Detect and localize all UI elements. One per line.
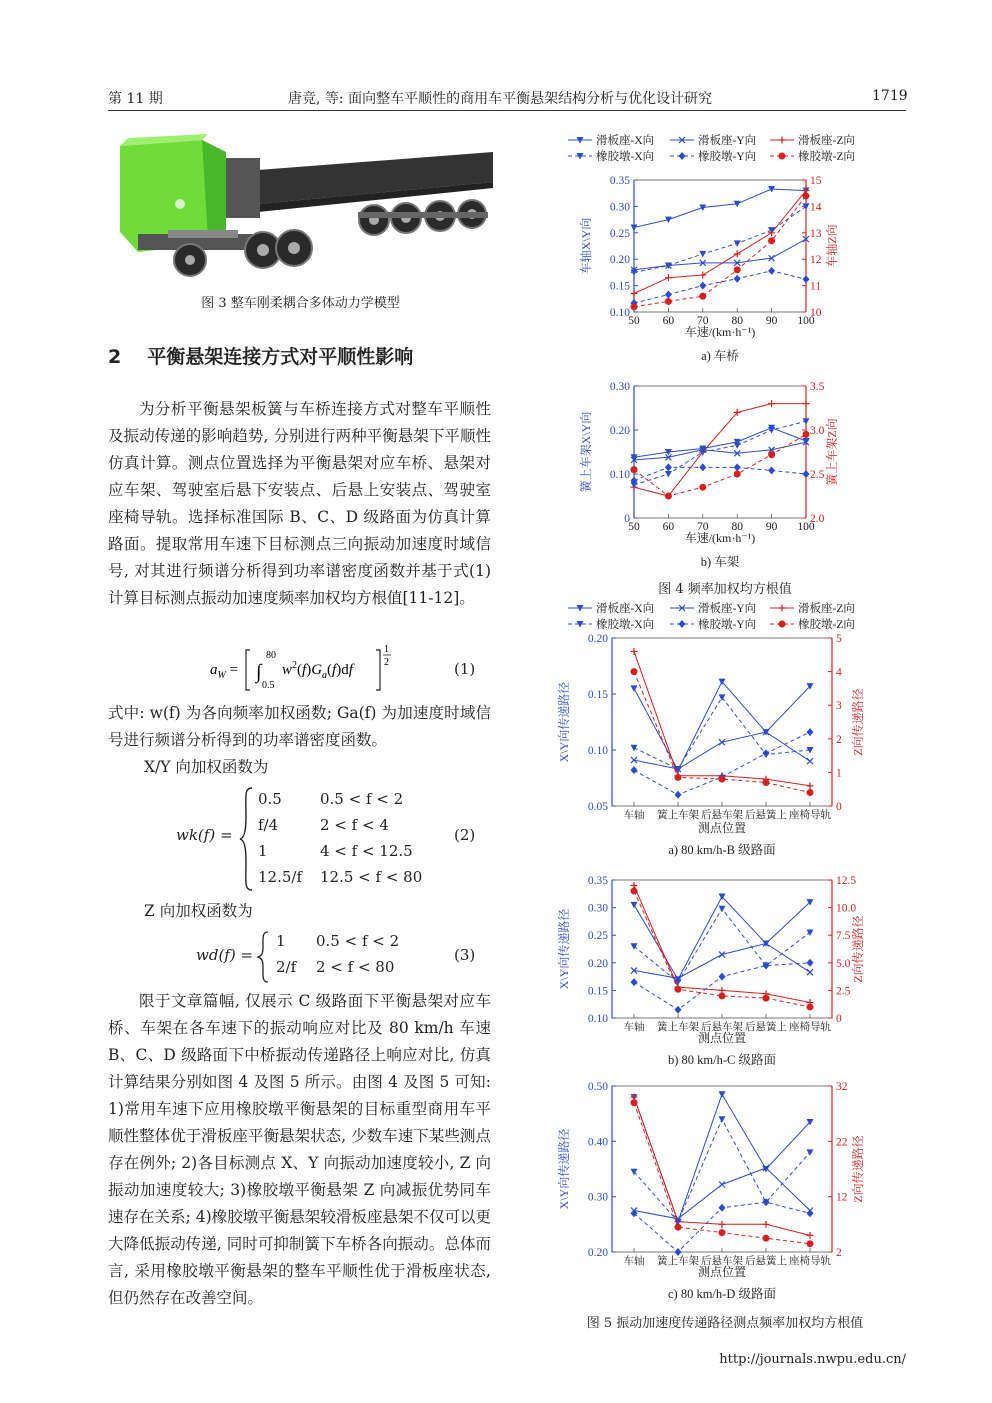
eq3rows-range-0: 0.5 < f < 2 — [316, 932, 400, 950]
fig5a-point-4-0 — [631, 766, 638, 774]
fig4b-chart — [578, 381, 839, 569]
svg-text:aW =: $a_W$ = — [210, 662, 239, 681]
fig5b-xtick-4: 座椅导轨 — [789, 1022, 831, 1033]
fig4a-series-line-5 — [634, 196, 806, 307]
fig5b-point-5-2 — [719, 992, 726, 999]
fig5c-xlabel: 测点位置 — [697, 1265, 747, 1279]
section-heading — [108, 342, 439, 369]
fig4a-point-5-5 — [803, 192, 810, 199]
fig5a-ytick-1: 0.10 — [587, 745, 608, 757]
fig5-legend-entry-1 — [670, 601, 756, 615]
fig5c-point-2-4 — [807, 1232, 814, 1239]
fig5b-y2label: Z向传递路径 — [851, 915, 865, 983]
fig5a-point-1-4 — [807, 758, 813, 764]
section-title: 平衡悬架连接方式对平顺性影响 — [147, 346, 414, 368]
svg-text:1: 1 — [384, 644, 389, 655]
fig5-legend-label-5: 橡胶墩-Z向 — [798, 619, 855, 631]
fig5c-point-1-2 — [719, 1181, 725, 1187]
fig5b-y2tick-2: 5.0 — [836, 957, 851, 970]
fig4b-series-line-5 — [634, 434, 806, 496]
fig4a-point-5-1 — [665, 298, 672, 305]
fig4a-subtitle: a) 车桥 — [701, 349, 739, 363]
equation-3-number: (3) — [454, 946, 476, 964]
fig5b-xlabel: 测点位置 — [697, 1031, 747, 1045]
fig5a-point-2-4 — [807, 782, 814, 789]
fig5a-y2tick-4: 4 — [836, 666, 842, 679]
fig4b-point-5-2 — [699, 484, 706, 491]
equation-3-lhs: wd(f) = — [196, 946, 254, 964]
fig5a-point-0-0 — [631, 685, 638, 692]
fig4a-xtick-5: 100 — [797, 315, 815, 327]
fig4a-ytick-1: 0.15 — [609, 280, 630, 293]
fig4-legend-label-3: 橡胶墩-X向 — [596, 151, 655, 163]
fig4a-series-line-4 — [634, 271, 806, 303]
fig4-legend-marker-4 — [679, 152, 686, 160]
fig5-legend-entry-0 — [568, 601, 654, 615]
fig4a-point-3-3 — [734, 240, 741, 247]
fig4-legend-entry-2 — [770, 133, 855, 147]
fig4b-ytick-2: 0.20 — [609, 425, 630, 437]
fig4a-plot-frame — [634, 180, 806, 312]
fig5a-xtick-2: 后悬车架 — [701, 810, 743, 821]
fig5a-point-5-3 — [763, 779, 770, 786]
fig4b-point-5-5 — [803, 431, 810, 438]
fig5c-point-2-2 — [719, 1221, 726, 1228]
fig5c-point-5-4 — [807, 1240, 814, 1247]
fig4a-xtick-0: 50 — [628, 315, 640, 327]
fig4b-series-line-4 — [634, 467, 806, 480]
fig5c-ylabel: X\Y向传递路径 — [557, 1128, 571, 1210]
fig5c-point-3-2 — [719, 1116, 726, 1123]
fig5a-point-4-1 — [675, 791, 682, 799]
fig5-legend-entry-2 — [770, 601, 855, 615]
fig4b-xtick-0: 50 — [628, 521, 640, 533]
svg-text:2: 2 — [384, 657, 389, 668]
fig4b-point-5-0 — [631, 466, 638, 473]
fig5b-point-5-1 — [675, 986, 682, 993]
header-rule — [108, 110, 906, 111]
fig5c-point-3-4 — [807, 1149, 814, 1156]
fig4a-xtick-4: 90 — [765, 315, 778, 327]
fig5b-ytick-1: 0.15 — [587, 985, 608, 998]
fig4a-y2tick-1: 11 — [810, 280, 822, 293]
fig5a-y2label: Z向传递路径 — [851, 688, 865, 756]
fig5a-point-5-2 — [719, 776, 726, 783]
fig5c-xtick-0: 车轴 — [623, 1256, 645, 1267]
fig4b-point-3-1 — [665, 471, 672, 478]
fig4a-point-4-1 — [665, 291, 672, 299]
fig5b-ytick-3: 0.25 — [587, 930, 608, 943]
fig4a-y2tick-0: 10 — [810, 307, 822, 319]
fig5a-point-5-4 — [807, 789, 814, 796]
fig5b-point-3-4 — [807, 929, 814, 936]
fig4a-ylabel: 车轴X\Y向 — [579, 217, 593, 275]
fig5b-ytick-2: 0.20 — [587, 957, 608, 970]
fig5a-y2tick-1: 1 — [836, 767, 842, 780]
fig5b-series-line-2 — [634, 886, 810, 1003]
fig5c-ytick-0: 0.20 — [587, 1247, 608, 1259]
fig5a-point-4-4 — [807, 728, 814, 736]
fig4a-ytick-0: 0.10 — [609, 307, 630, 319]
fig4b-point-5-1 — [665, 493, 672, 500]
eq3rows-range-1: 2 < f < 80 — [316, 958, 395, 976]
fig4a-point-2-3 — [734, 250, 741, 257]
fig4a-xtick-1: 60 — [662, 315, 675, 327]
fig4a-point-5-0 — [631, 303, 638, 310]
fig4-legend-marker-2 — [779, 137, 786, 144]
fig5a-ytick-3: 0.20 — [587, 633, 608, 645]
fig5b-ytick-0: 0.10 — [587, 1013, 608, 1025]
equation-3-brace — [256, 930, 270, 984]
fig5c-point-4-2 — [719, 1204, 726, 1212]
fig4b-ylabel: 簧上车架X\Y向 — [579, 411, 593, 493]
fig5a-point-5-0 — [631, 668, 638, 675]
fig5b-point-1-4 — [807, 969, 813, 975]
fig5b-y2tick-4: 10.0 — [836, 902, 857, 915]
paragraph-3 — [108, 988, 491, 1312]
fig5c-point-2-3 — [763, 1221, 770, 1228]
fig4a-point-5-2 — [699, 293, 706, 300]
eq2rows-value-1: f/4 — [258, 816, 279, 834]
fig4b-xlabel: 车速/(km·h⁻¹) — [684, 531, 756, 545]
equation-2-lhs: wk(f) = — [176, 826, 233, 844]
fig5b-y2tick-1: 2.5 — [836, 985, 851, 998]
fig4a-point-4-5 — [803, 275, 810, 283]
fig4a-point-3-2 — [699, 251, 706, 257]
fig4b-point-4-3 — [734, 463, 741, 471]
eq2rows-value-0: 0.5 — [258, 790, 282, 808]
fig5c-point-0-2 — [719, 1091, 726, 1098]
fig5c-series-line-0 — [634, 1094, 810, 1221]
fig5c-y2tick-0: 2 — [836, 1247, 842, 1259]
fig5b-y2tick-0: 0 — [836, 1013, 842, 1025]
fig4b-y2label: 簧上车架Z向 — [825, 418, 839, 486]
fig5c-point-5-2 — [719, 1229, 726, 1236]
eq2rows-value-2: 1 — [258, 842, 268, 860]
figure5-caption: 图 5 振动加速度传递路径测点频率加权均方根值 — [586, 1316, 864, 1331]
fig5-legend-entry-3 — [568, 617, 654, 631]
fig5c-y2label: Z向传递路径 — [851, 1135, 865, 1203]
fig4a-y2tick-3: 13 — [810, 227, 822, 240]
fig4b-y2tick-3: 3.5 — [810, 381, 825, 393]
fig4a-y2tick-2: 12 — [810, 254, 822, 267]
fig4a-y2tick-4: 14 — [810, 201, 822, 214]
fig5c-y2tick-2: 22 — [836, 1136, 848, 1149]
eq2rows-range-3: 12.5 < f < 80 — [320, 868, 423, 886]
fig5a-y2tick-3: 3 — [836, 700, 842, 713]
fig5a-xtick-3: 后悬簧上 — [745, 810, 787, 821]
fig5c-point-5-0 — [631, 1099, 638, 1106]
fig5-legend-label-1: 滑板座-Y向 — [698, 603, 757, 615]
fig4a-point-4-3 — [734, 275, 741, 283]
fig5-legend-entry-4 — [670, 617, 756, 631]
fig5a-y2tick-2: 2 — [836, 733, 842, 746]
fig5-legend-label-0: 滑板座-X向 — [596, 603, 655, 615]
fig5b-point-5-4 — [807, 1003, 814, 1010]
fig5b-xtick-3: 后悬簧上 — [745, 1022, 787, 1033]
svg-text:∫: ∫ — [256, 661, 262, 683]
fig5-legend-label-2: 滑板座-Z向 — [798, 603, 855, 615]
fig5b-series-line-4 — [634, 963, 810, 1010]
fig5-legend-marker-5 — [779, 621, 786, 628]
fig4b-ytick-0: 0 — [624, 513, 630, 525]
fig5a-xtick-0: 车轴 — [623, 810, 645, 821]
equation-1-number: (1) — [454, 660, 476, 678]
fig5b-ylabel: X\Y向传递路径 — [557, 908, 571, 990]
figure4-caption: 图 4 频率加权均方根值 — [658, 582, 792, 597]
fig4b-point-5-4 — [768, 451, 775, 458]
fig4b-ytick-1: 0.10 — [609, 469, 630, 481]
xy-weight-label: X/Y 向加权函数为 — [144, 758, 269, 776]
fig5b-point-3-2 — [719, 906, 726, 913]
fig5c-ytick-1: 0.30 — [587, 1191, 608, 1204]
fig5c-point-5-1 — [675, 1224, 682, 1231]
fig4a-ytick-2: 0.20 — [609, 254, 630, 267]
paragraph-1 — [108, 396, 491, 612]
fig4a-ytick-4: 0.30 — [609, 201, 630, 214]
eq2rows-range-0: 0.5 < f < 2 — [320, 790, 404, 808]
fig4b-point-3-4 — [768, 427, 775, 434]
fig5a-y2tick-0: 0 — [836, 801, 842, 813]
equation-2-brace — [238, 786, 254, 892]
issue-number: 第 11 期 — [108, 91, 163, 107]
cab-rear — [226, 158, 260, 218]
fig5-legend-entry-5 — [770, 617, 855, 631]
fig5c-chart — [556, 1081, 865, 1301]
fig5b-point-4-0 — [631, 978, 638, 986]
fig4b-point-4-2 — [699, 463, 706, 471]
fig4a-point-5-4 — [768, 237, 775, 244]
fig5c-ytick-2: 0.40 — [587, 1136, 608, 1149]
fig5a-series-line-3 — [634, 697, 810, 769]
fig4b-xtick-3: 80 — [731, 521, 743, 533]
fig5b-y2tick-3: 7.5 — [836, 930, 851, 943]
eq3rows-value-0: 1 — [276, 932, 286, 950]
fig5b-xtick-1: 簧上车架 — [657, 1022, 699, 1033]
eq2rows-value-3: 12.5/f — [258, 868, 303, 886]
fig4a-point-2-2 — [699, 272, 706, 279]
fig4b-xtick-4: 90 — [765, 521, 778, 533]
fig4b-point-4-5 — [803, 470, 810, 478]
fig5c-y2tick-1: 12 — [836, 1191, 848, 1204]
fig5c-xtick-1: 簧上车架 — [657, 1256, 699, 1267]
fig4a-y2tick-5: 15 — [810, 175, 822, 187]
fig5b-point-1-2 — [719, 952, 725, 958]
fig4a-point-4-2 — [699, 282, 706, 290]
paragraph-3-text: 限于文章篇幅, 仅展示 C 级路面下平衡悬架对应车桥、车架在各车速下的振动响应对比及 80 km/h 车速 B、C、D 级路面下中桥振动传递路径上响应对比, 仿真计算结果分别如图 4 及图 5 所示。由图 4 及图 5 可知: 1)常用车速下应用橡胶墩平衡悬架的目标重型商用车平顺性整体优于滑板座平衡悬架状态, 少数车速下某些测点存在例外; 2)各目标测点 X、Y 向振动加速度较小, Z 向振动加速度较大; 3)橡胶墩平衡悬架 Z 向减振优势同车速存在关系; 4)橡胶墩平衡悬架较滑板座悬架不仅可以更大降低振动传递, 同时可抑制簧下车桥各向振动。总体而言, 采用橡胶墩平衡悬架的整车平顺性优于滑板座状态, 但仍然存在改善空间。 — [108, 992, 491, 1307]
svg-text:80: 80 — [266, 650, 276, 661]
fig5b-point-0-0 — [631, 902, 638, 909]
fig4-legend-entry-1 — [670, 133, 756, 147]
fig5c-point-4-4 — [807, 1209, 814, 1217]
fig5c-point-5-3 — [763, 1235, 770, 1242]
fig5-legend-label-4: 橡胶墩-Y向 — [698, 619, 757, 631]
fig5a-point-4-3 — [763, 749, 770, 757]
fig5a-point-2-0 — [631, 648, 638, 655]
eq2rows-range-2: 4 < f < 12.5 — [320, 842, 413, 860]
svg-text:0.5: 0.5 — [262, 680, 275, 691]
truck-model-figure — [108, 122, 493, 284]
fig4b-point-5-3 — [734, 471, 741, 478]
fig5c-y2tick-3: 32 — [836, 1081, 848, 1093]
eq2rows-range-1: 2 < f < 4 — [320, 816, 389, 834]
fig5-legend-marker-2 — [779, 605, 786, 612]
fig4b-subtitle: b) 车架 — [700, 555, 740, 569]
fig5b-point-5-3 — [763, 995, 770, 1002]
equation-1 — [210, 640, 410, 696]
fig4b-y2tick-0: 2.0 — [810, 513, 825, 525]
fig4-legend-entry-3 — [568, 149, 654, 163]
fig5b-xtick-0: 车轴 — [623, 1022, 645, 1033]
fig4-legend-label-1: 滑板座-Y向 — [698, 135, 757, 147]
fig5b-ytick-4: 0.30 — [587, 902, 608, 915]
fig5b-subtitle: b) 80 km/h-C 级路面 — [668, 1053, 776, 1067]
fig4b-xtick-5: 100 — [797, 521, 815, 533]
fig4b-point-0-5 — [803, 438, 810, 445]
fig5a-ylabel: X\Y向传递路径 — [557, 681, 571, 763]
fig5a-y2tick-5: 5 — [836, 633, 842, 645]
fig5c-ytick-3: 0.50 — [587, 1081, 608, 1093]
fig4a-point-5-3 — [734, 266, 741, 273]
fig4b-series-line-2 — [634, 404, 806, 496]
fig4a-series-line-1 — [634, 239, 806, 270]
fig4a-xtick-3: 80 — [731, 315, 743, 327]
fig4a-xlabel: 车速/(km·h⁻¹) — [684, 325, 756, 339]
fig5-legend-marker-4 — [679, 620, 686, 628]
fig4a-ytick-5: 0.35 — [609, 175, 630, 187]
svg-text:w2(f)Ga(f)df: $w^2(f)G_a(f)df$ — [282, 660, 353, 681]
figures-4-5 — [540, 124, 910, 1339]
fig4a-point-4-4 — [768, 267, 775, 275]
fig4b-ytick-3: 0.30 — [609, 381, 630, 393]
fig5a-ytick-2: 0.15 — [587, 689, 608, 701]
fig5a-chart — [556, 633, 865, 857]
fig5b-chart — [556, 875, 865, 1067]
equation-2-number: (2) — [454, 826, 476, 844]
fig4-legend-entry-4 — [670, 149, 756, 163]
fig4b-y2tick-1: 2.5 — [810, 469, 825, 481]
fig4a-point-2-1 — [665, 274, 672, 281]
fig4a-ytick-3: 0.25 — [609, 227, 630, 240]
paragraph-2 — [108, 700, 491, 754]
z-weight-label: Z 向加权函数为 — [144, 902, 253, 920]
fig5a-xlabel: 测点位置 — [697, 821, 747, 835]
running-title: 唐竞, 等: 面向整车平顺性的商用车平衡悬架结构分析与优化设计研究 — [288, 91, 713, 107]
fig5b-point-4-4 — [807, 959, 814, 967]
fig4b-point-3-3 — [734, 442, 741, 449]
fig5a-xtick-1: 簧上车架 — [657, 810, 699, 821]
fig4-legend-label-0: 滑板座-X向 — [596, 135, 655, 147]
fig4a-point-2-0 — [631, 290, 638, 297]
fig4b-xtick-1: 60 — [662, 521, 675, 533]
fig5a-subtitle: a) 80 km/h-B 级路面 — [668, 843, 776, 857]
fig4b-xtick-2: 70 — [697, 521, 709, 533]
fig5b-point-4-2 — [719, 973, 726, 981]
fig4-legend-label-4: 橡胶墩-Y向 — [698, 151, 757, 163]
fig4a-y2label: 车轴Z向 — [825, 224, 839, 268]
fig4-legend-label-2: 滑板座-Z向 — [798, 135, 855, 147]
fig4-legend-entry-5 — [770, 149, 855, 163]
fig5c-xtick-2: 后悬车架 — [701, 1256, 743, 1267]
fig5a-point-3-0 — [631, 745, 638, 752]
fig5c-subtitle: c) 80 km/h-D 级路面 — [668, 1287, 776, 1301]
fig5b-ytick-5: 0.35 — [587, 875, 608, 887]
fig4b-point-4-4 — [768, 466, 775, 474]
fig5b-point-4-1 — [675, 1006, 682, 1014]
fig4-legend-label-5: 橡胶墩-Z向 — [798, 151, 855, 163]
fig4b-y2tick-2: 3.0 — [810, 425, 825, 437]
fig5b-xtick-2: 后悬车架 — [701, 1022, 743, 1033]
fig4b-point-2-4 — [768, 400, 775, 407]
fig5b-y2tick-5: 12.5 — [836, 875, 857, 887]
fig4-legend-entry-0 — [568, 133, 654, 147]
fig4b-point-2-5 — [803, 400, 810, 407]
paragraph-2-text: 式中: w(f) 为各向频率加权函数; Ga(f) 为加速度时域信号进行频谱分析得到的功率谱密度函数。 — [108, 704, 491, 749]
fig5-legend-label-3: 橡胶墩-X向 — [596, 619, 655, 631]
paragraph-1-text: 为分析平衡悬架板簧与车桥连接方式对整车平顺性及振动传递的影响趋势, 分别进行两种平衡悬架下平顺性仿真计算。测点位置选择为平衡悬架对应车桥、悬架对应车架、驾驶室后悬下安装点、后悬上安装点、驾驶室座椅导轨。选择标准国际 B、C、D 级路面为仿真计算路面。提取常用车速下目标测点三向振动加速度时域信号, 对其进行频谱分析得到功率谱密度函数并基于式(1)计算目标测点振动加速度频率加权均方根值[11-12]。 — [108, 400, 491, 607]
fig4a-xtick-2: 70 — [697, 315, 709, 327]
fig4b-point-4-1 — [665, 463, 672, 471]
page-number: 1719 — [872, 88, 908, 104]
fig5a-ytick-0: 0.05 — [587, 801, 608, 813]
fig5a-point-5-1 — [675, 774, 682, 781]
fig5c-point-4-1 — [675, 1248, 682, 1256]
eq3rows-value-1: 2/f — [276, 958, 297, 976]
section-number: 2 — [108, 346, 122, 368]
fig4a-point-0-0 — [631, 225, 638, 232]
figure3-caption: 图 3 整车刚柔耦合多体动力学模型 — [201, 296, 400, 311]
fig5c-xtick-4: 座椅导轨 — [789, 1256, 831, 1267]
fig5c-xtick-3: 后悬簧上 — [745, 1256, 787, 1267]
fig5b-point-5-0 — [631, 888, 638, 895]
fig4a-chart — [578, 175, 839, 363]
journal-url[interactable]: http://journals.nwpu.edu.cn/ — [719, 1352, 906, 1367]
fig4-legend-marker-5 — [779, 153, 786, 160]
fig5a-xtick-4: 座椅导轨 — [789, 810, 831, 821]
